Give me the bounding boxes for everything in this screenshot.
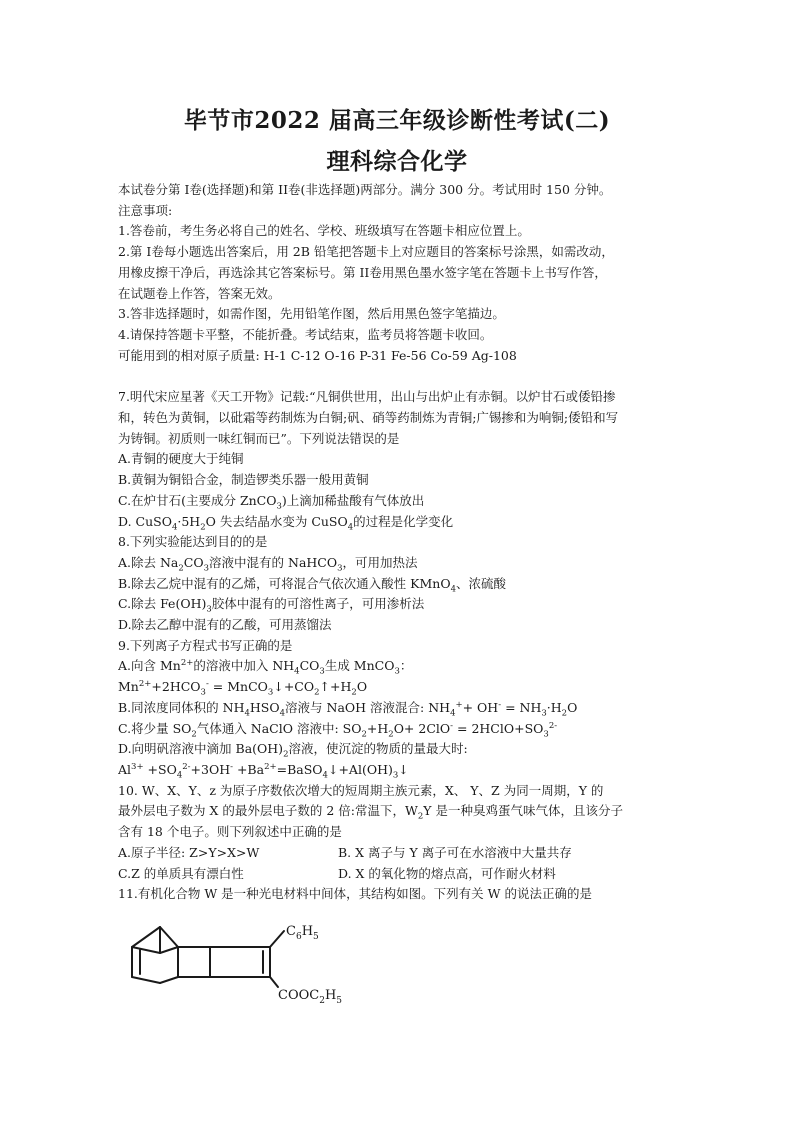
q8-option-d: D.除去乙醇中混有的乙酸，可用蒸馏法 [118, 617, 332, 633]
q10-option-a: A.原子半径: Z>Y>X>W [118, 844, 260, 860]
q10-stem-2: 最外层电子数为 X 的最外层电子数的 2 倍:常温下，$W_2Y$ 是一种臭鸡蛋气味气体，且该分子 [118, 803, 623, 822]
q9-option-a-equation: $Mn^{2+}+2HCO_3^-$ = $MnCO_3↓+CO_2↑+H_2O$ [118, 679, 368, 698]
q7-option-d: D. $CuSO_4\cdot 5H_2O$ 失去结晶水变为 CuSO$_4$的过程是化学变化 [118, 513, 454, 533]
q10-stem-3: 含有 18 个电子。则下列叙述中正确的是 [118, 824, 342, 840]
structure-diagram [120, 905, 360, 1005]
q9-option-c: C.将少量 $SO_2$气体通入 NaClO 溶液中: $SO_2+H_2O+ 2ClO^-$ = $2HClO+SO_3^{2-}$ [118, 720, 558, 740]
q10-option-b: B. X 离子与 Y 离子可在水溶液中大量共存 [338, 844, 572, 860]
note-2-line-3: 在试题卷上作答，答案无效。 [118, 285, 281, 301]
q7-option-b: B.黄铜为铜铅合金，制造锣类乐器一般用黄铜 [118, 472, 369, 488]
atomic-masses: 可能用到的相对原子质量: H-1 C-12 O-16 P-31 Fe-56 Co-59 Ag-108 [118, 347, 517, 363]
substituent-phenyl: $C_6H_5$ [286, 924, 319, 942]
q9-option-b: B.同浓度同体积的 $NH_4HSO_4$溶液与 NaOH 溶液混合: $NH_4^++ OH^- = NH_3\cdot H_2O$ [118, 699, 578, 719]
notes-title: 注意事项: [118, 202, 173, 218]
q10-option-d: D. X 的氧化物的熔点高，可作耐火材料 [338, 865, 556, 881]
exam-title: 毕节市2022 届高三年级诊断性考试(二) [183, 107, 611, 134]
q9-option-d-equation: $Al^{3+} +SO_4^{2-}+3OH^-$ $+Ba^{2+}=BaSO_4↓+Al(OH)_3↓$ [118, 761, 409, 781]
q10-option-c: C.Z 的单质具有漂白性 [118, 865, 244, 881]
q9-stem: 9.下列离子方程式书写正确的是 [118, 637, 293, 653]
q7-option-c: C.在炉甘石(主要成分 ZnCO$_3$)上滴加稀盐酸有气体放出 [118, 492, 425, 512]
substituent-ester: $COOC_2H_5$ [278, 988, 343, 1005]
q8-option-c: C.除去 $Fe(OH)_3$胶体中混有的可溶性离子，可用渗析法 [118, 596, 425, 615]
intro-text: 本试卷分第 I卷(选择题)和第 II卷(非选择题)两部分。满分 300 分。考试用时 150 分钟。 [118, 182, 612, 197]
note-1: 1.答卷前，考生务必将自己的姓名、学校、班级填写在答题卡相应位置上。 [118, 223, 530, 239]
q11-stem: 11.有机化合物 W 是一种光电材料中间体，其结构如图。下列有关 W 的说法正确的是 [118, 886, 592, 902]
q8-stem: 8.下列实验能达到目的的是 [118, 534, 268, 550]
q7-stem-3: 为铸铜。初质则一味红铜而已”。下列说法错误的是 [118, 430, 400, 446]
q7-option-a: A.青铜的硬度大于纯铜 [118, 451, 244, 467]
exam-subtitle: 理科综合化学 [326, 148, 468, 175]
q10-options-row-1 [118, 843, 708, 864]
q8-option-b: B.除去乙烷中混有的乙烯，可将混合气依次通入酸性 KMnO$_4$、浓硫酸 [118, 575, 507, 595]
exam-body [118, 180, 708, 905]
note-2-line-2: 用橡皮擦干净后，再选涂其它答案标号。第 II卷用黑色墨水签字笔在答题卡上书写作答， [118, 264, 607, 280]
q7-stem-1: 7.明代宋应星著《天工开物》记载:“凡铜供世用，出山与出炉止有赤铜。以炉甘石或倭铅掺 [118, 389, 616, 405]
note-3: 3.答非选择题时，如需作图，先用铅笔作图，然后用黑色签字笔描边。 [118, 306, 505, 322]
q9-option-a: A.向含 $Mn^{2+}$的溶液中加入 $NH_4CO_3$生成 MnCO$_3$： [118, 658, 413, 677]
note-4: 4.请保持答题卡平整，不能折叠。考试结束，监考员将答题卡收回。 [118, 326, 493, 342]
note-2-line-1: 2.第 I卷每小题选出答案后，用 2B 铅笔把答题卡上对应题目的答案标号涂黑，如需改动， [118, 244, 614, 260]
q9-option-d: D.向明矾溶液中滴加 $Ba(OH)_2$溶液，使沉淀的物质的量最大时: [118, 741, 468, 760]
q10-options-row-2 [118, 864, 708, 885]
q8-option-a: A.除去 $Na_2CO_3$溶液中混有的 NaHCO$_3$，可用加热法 [118, 554, 418, 574]
q10-stem-1: 10. W、X、Y、z 为原子序数依次增大的短周期主族元素，X、 Y、Z 为同一周期，Y 的 [118, 782, 604, 798]
q7-stem-2: 和，转色为黄铜，以砒霜等药制炼为白铜;矾、硝等药制炼为青铜;广锡掺和为响铜;倭铅和写 [118, 410, 619, 426]
